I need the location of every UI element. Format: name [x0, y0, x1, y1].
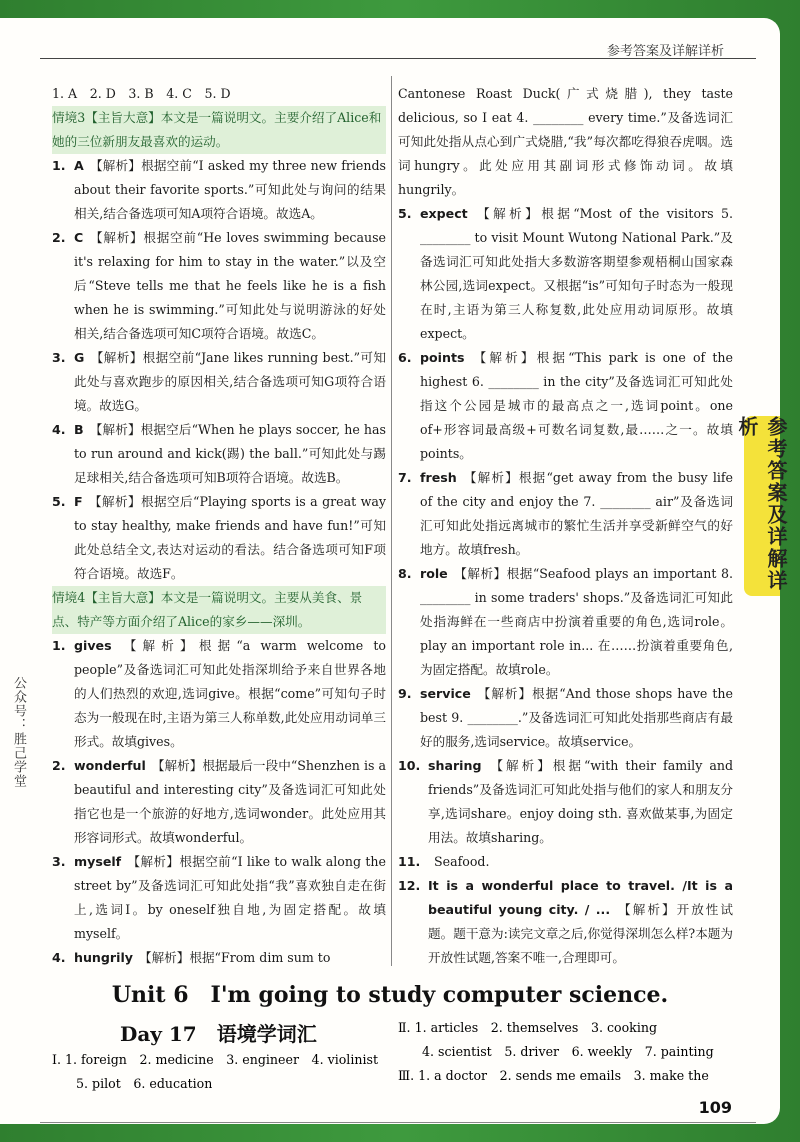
column-divider: [391, 76, 392, 966]
answer-item: 6. points 【解析】根据“This park is one of the highest 6. ________ in the city”及备选词汇可知此处指这个公园是城市的最高点之一,选词point。one of+形容词最高级+可数名词复数,最……之一。故填points。: [398, 350, 733, 461]
vocab-answers-right: [398, 1016, 733, 1088]
footer-rule: [40, 1122, 756, 1123]
answer-item: 3. G 【解析】根据空前“Jane likes running best.”可知此处与喜欢跑步的原因相关,结合备选项可知G项符合语境。故选G。: [52, 350, 386, 413]
answer-item: 10. sharing 【解析】根据“with their family and friends”及备选词汇可知此处指与他们的家人和朋友分享,选词share。enjoy doing sth. 喜欢做某事,为固定用法。故填sharing。: [398, 758, 733, 845]
answer-item: 1. gives 【解析】根据“a warm welcome to people”及备选词汇可知此处指深圳给予来自世界各地的人们热烈的欢迎,选词give。根据“come”可知句子时态为一般现在时,主语为第三人称单数,此处应用动词单三形式。故填gives。: [52, 638, 386, 749]
margin-watermark-text: 公众号：胜己学堂: [11, 676, 26, 788]
answer-item: 11. Seafood.: [398, 854, 490, 869]
right-column: [398, 82, 733, 970]
day-title: Day 17 语境学词汇: [120, 1022, 317, 1046]
document-sheet: [0, 18, 788, 1124]
scene4-summary: 情境4【主旨大意】本文是一篇说明文。主要从美食、景点、特产等方面介绍了Alice的家乡——深圳。: [52, 586, 386, 634]
answer-item: 2. wonderful 【解析】根据最后一段中“Shenzhen is a beautiful and interesting city”及备选词汇可知此处指它也是一个旅游的好地方,选词wonder。此处应用其形容词形式。故填wonderful。: [52, 758, 386, 845]
vocab-row: Ⅱ. 1. articles 2. themselves 3. cooking: [398, 1020, 658, 1035]
continued-text: Cantonese Roast Duck(广式烧腊), they taste delicious, so I eat 4. ________ every time.”及备选词汇可知此处指从点心到广式烧腊,“我”每次都吃得狼吞虎咽。选词hungry。此处应用其副词形式修饰动词。故填hungrily。: [398, 86, 733, 197]
answer-item: 3. myself 【解析】根据空前“I like to walk along the street by”及备选词汇可知此处指“我”喜欢独自走在街上,选词I。by oneself独自地,为固定搭配。故填myself。: [52, 854, 386, 941]
answer-line-1-5: 1. A 2. D 3. B 4. C 5. D: [52, 86, 231, 101]
vocab-answers-left: [52, 1048, 386, 1096]
answer-item: 4. hungrily 【解析】根据“From dim sum to: [52, 950, 331, 965]
unit-title: Unit 6 I'm going to study computer science.: [111, 982, 669, 1008]
page-number: 109: [698, 1098, 732, 1117]
vocab-row: Ⅲ. 1. a doctor 2. sends me emails 3. make the: [398, 1068, 709, 1083]
answer-item: 9. service 【解析】根据“And those shops have the best 9. ________.”及备选词汇可知此处指那些商店有最好的服务,选词service。故填service。: [398, 686, 733, 749]
section-side-tab: 参考答案及详解详析: [744, 416, 780, 596]
answer-item: 1. A 【解析】根据空前“I asked my three new friends about their favorite sports.”可知此处与询问的结果相关,结合备选项可知A项符合语境。故选A。: [52, 158, 386, 221]
vocab-row: 4. scientist 5. driver 6. weekly 7. painting: [422, 1044, 714, 1059]
page-header: 参考答案及详解详析: [606, 44, 724, 59]
answer-item: 5. F 【解析】根据空后“Playing sports is a great way to stay healthy, make friends and have fun!”可知此处总结全文,表达对运动的看法。结合备选项可知F项符合语境。故选F。: [52, 494, 386, 581]
answer-item: 2. C 【解析】根据空前“He loves swimming because it's relaxing for him to stay in the water.”以及空后“Steve tells me that he feels like he is a fish when he is swimming.”可知此处与说明游泳的好处相关,结合备选项可知C项符合语境。故选C。: [52, 230, 386, 341]
header-rule: [40, 58, 756, 59]
vocab-row: Ⅰ. 1. foreign 2. medicine 3. engineer 4. violinist: [52, 1052, 379, 1067]
answer-item: 5. expect 【解析】根据“Most of the visitors 5. ________ to visit Mount Wutong National Park.”及备选词汇可知此处指大多数游客期望参观梧桐山国家森林公园,选词expect。又根据“is”可知句子时态为一般现在时,主语为第三人称复数,此处应用动词原形。故填expect。: [398, 206, 733, 341]
answer-item: 8. role 【解析】根据“Seafood plays an important 8. ________ in some traders' shops.”及备选词汇可知此处指海鲜在一些商店中扮演着重要的角色,选词role。play an important role in... 在……扮演着重要角色,为固定搭配。故填role。: [398, 566, 733, 677]
scene3-summary: 情境3【主旨大意】本文是一篇说明文。主要介绍了Alice和她的三位新朋友最喜欢的运动。: [52, 106, 386, 154]
answer-item: 12. It is a wonderful place to travel. /It is a beautiful young city. / ... 【解析】开放性试题。题干意为:读完文章之后,你觉得深圳怎么样?本题为开放性试题,答案不唯一,合理即可。: [398, 878, 733, 965]
answer-item: 4. B 【解析】根据空后“When he plays soccer, he has to run around and kick(踢) the ball.”可知此处与踢足球相关,结合备选项可知B项符合语境。故选B。: [52, 422, 386, 485]
left-column: [52, 82, 386, 970]
answer-item: 7. fresh 【解析】根据“get away from the busy life of the city and enjoy the 7. ________ air”及备选词汇可知此处指远离城市的繁忙生活并享受新鲜空气的好地方。故填fresh。: [398, 470, 733, 557]
vocab-row: 5. pilot 6. education: [76, 1076, 213, 1091]
